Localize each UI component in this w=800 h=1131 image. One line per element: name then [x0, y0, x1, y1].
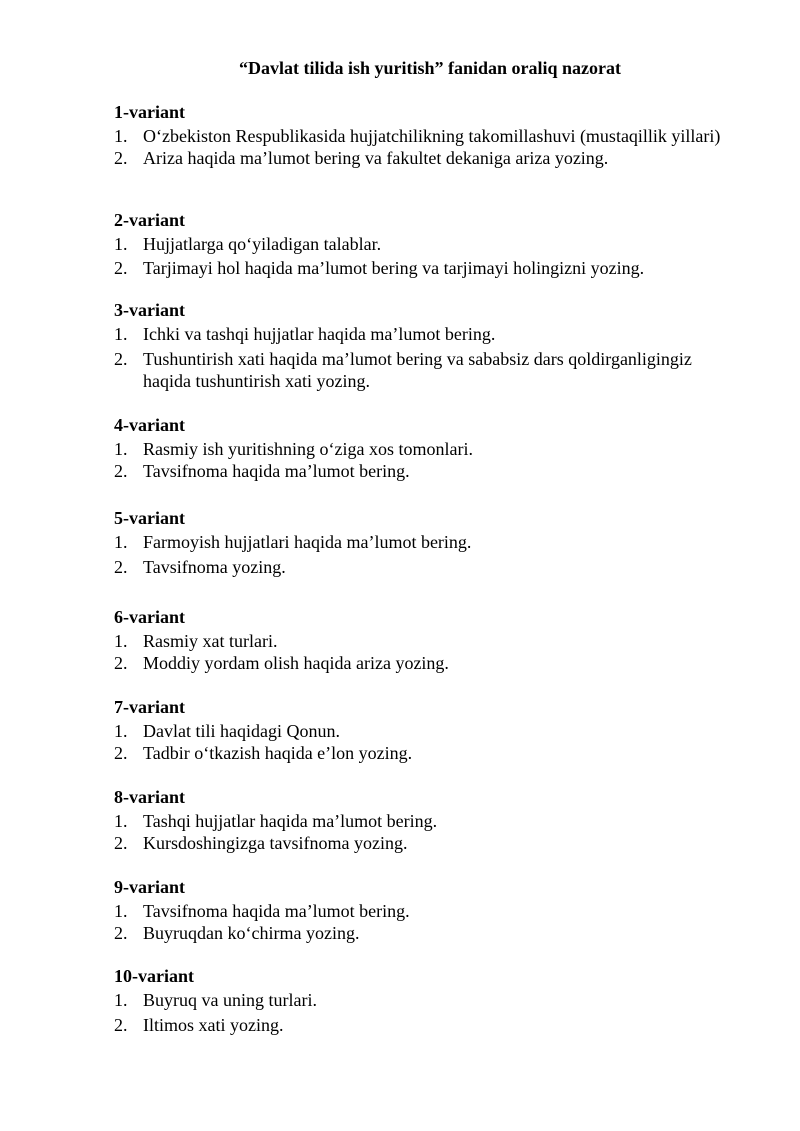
variant-heading: 3-variant [114, 300, 185, 320]
question-text: Tarjimayi hol haqida ma’lumot bering va tarjimayi holingizni yozing. [143, 258, 645, 278]
variant-7 [114, 696, 724, 764]
question-number: 2. [114, 653, 128, 673]
question-text: Kursdoshingizga tavsifnoma yozing. [143, 833, 408, 853]
question-number: 1. [114, 631, 128, 651]
variant-heading: 10-variant [114, 966, 194, 986]
variant-heading: 6-variant [114, 607, 185, 627]
variant-4 [114, 414, 724, 482]
question-text: Rasmiy xat turlari. [143, 631, 278, 651]
question-item [114, 323, 724, 345]
question-text: Ariza haqida ma’lumot bering va fakultet dekaniga ariza yozing. [143, 148, 609, 168]
question-number: 1. [114, 990, 128, 1010]
variant-heading: 9-variant [114, 877, 185, 897]
question-number: 2. [114, 461, 128, 481]
question-number: 2. [114, 923, 128, 943]
question-number: 1. [114, 811, 128, 831]
variant-10 [114, 965, 724, 1036]
variant-heading: 7-variant [114, 697, 185, 717]
question-number: 1. [114, 324, 128, 344]
question-number: 1. [114, 901, 128, 921]
variant-2 [114, 209, 724, 279]
question-number: 2. [114, 1015, 128, 1035]
question-text: Ichki va tashqi hujjatlar haqida ma’lumot bering. [143, 324, 496, 344]
question-item [114, 720, 724, 742]
question-item [114, 742, 724, 764]
question-item [114, 810, 724, 832]
question-text: Buyruq va uning turlari. [143, 990, 317, 1010]
question-number: 1. [114, 532, 128, 552]
question-item [114, 1014, 724, 1036]
question-item [114, 438, 724, 460]
question-text: Tavsifnoma haqida ma’lumot bering. [143, 461, 410, 481]
question-text: Farmoyish hujjatlari haqida ma’lumot bering. [143, 532, 472, 552]
question-text: Tavsifnoma haqida ma’lumot bering. [143, 901, 410, 921]
question-text: Tadbir o‘tkazish haqida e’lon yozing. [143, 743, 413, 763]
variant-9 [114, 876, 724, 944]
question-number: 1. [114, 721, 128, 741]
question-number: 1. [114, 126, 128, 146]
question-item [114, 832, 724, 854]
variant-1 [114, 101, 724, 169]
question-number: 1. [114, 439, 128, 459]
variant-3 [114, 299, 724, 392]
question-text: Tushuntirish xati haqida ma’lumot bering va sababsiz dars qoldirganligingiz haqida tushuntirish xati yozing. [143, 349, 692, 391]
question-item [114, 556, 724, 578]
question-item [114, 460, 724, 482]
variant-heading: 2-variant [114, 210, 185, 230]
question-text: Iltimos xati yozing. [143, 1015, 284, 1035]
variant-heading: 1-variant [114, 102, 185, 122]
question-number: 2. [114, 743, 128, 763]
question-item [114, 531, 724, 553]
page-title: “Davlat tilida ish yuritish” fanidan oraliq nazorat [238, 58, 622, 78]
variant-heading: 5-variant [114, 508, 185, 528]
variant-heading: 8-variant [114, 787, 185, 807]
question-item [114, 652, 724, 674]
question-text: Rasmiy ish yuritishning o‘ziga xos tomonlari. [143, 439, 473, 459]
question-item [114, 147, 724, 169]
question-item [114, 348, 724, 392]
question-item [114, 989, 724, 1011]
variant-8 [114, 786, 724, 854]
question-item [114, 257, 724, 279]
question-item [114, 233, 724, 255]
question-number: 2. [114, 258, 128, 278]
question-number: 2. [114, 349, 128, 369]
question-item [114, 125, 724, 147]
question-number: 2. [114, 833, 128, 853]
question-text: Hujjatlarga qo‘yiladigan talablar. [143, 234, 382, 254]
question-text: Tashqi hujjatlar haqida ma’lumot bering. [143, 811, 438, 831]
variant-6 [114, 606, 724, 674]
question-number: 2. [114, 557, 128, 577]
question-item [114, 900, 724, 922]
variant-heading: 4-variant [114, 415, 185, 435]
variant-5 [114, 507, 724, 578]
question-text: Moddiy yordam olish haqida ariza yozing. [143, 653, 449, 673]
question-item [114, 630, 724, 652]
question-number: 2. [114, 148, 128, 168]
question-text: Davlat tili haqidagi Qonun. [143, 721, 340, 741]
question-text: Tavsifnoma yozing. [143, 557, 286, 577]
question-item [114, 922, 724, 944]
question-number: 1. [114, 234, 128, 254]
question-text: Buyruqdan ko‘chirma yozing. [143, 923, 360, 943]
question-text: O‘zbekiston Respublikasida hujjatchilikning takomillashuvi (mustaqillik yillari) [143, 126, 721, 146]
